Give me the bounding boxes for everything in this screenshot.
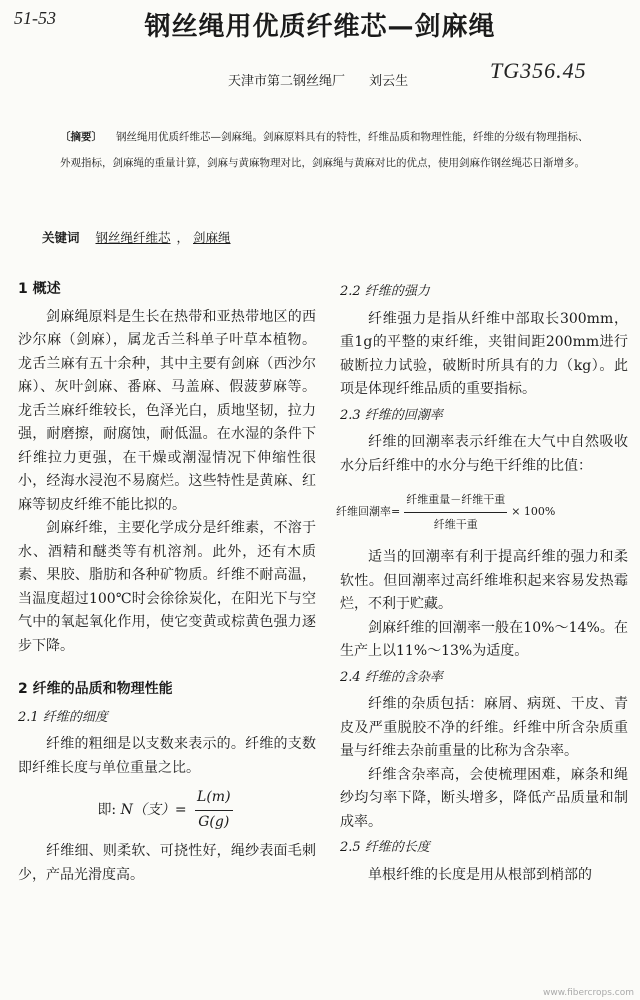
article-title: 钢丝绳用优质纤维芯—剑麻绳: [144, 12, 496, 42]
section-heading-1: 1 概述: [18, 281, 61, 297]
formula-rhs: × 100%: [511, 505, 556, 519]
formula-prefix: 即:: [97, 802, 117, 818]
keyword-item: 剑麻绳: [193, 230, 231, 245]
right-column: [336, 278, 628, 887]
formula-lhs: 纤维回潮率=: [336, 505, 401, 519]
paragraph: 单根纤维的长度是用从根部到梢部的: [368, 866, 592, 883]
abstract-text: 钢丝绳用优质纤维芯—剑麻绳。剑麻原料具有的特性，纤维品质和物理性能，纤维的分级有物理指标、外观指标，剑麻绳的重量计算，剑麻与黄麻物理对比，剑麻绳与黄麻对比的优点，使用剑麻作钢丝绳芯日渐增多。: [60, 131, 589, 169]
paragraph: 剑麻纤维，主要化学成分是纤维素，不溶于水、酒精和醚类等有机溶剂。此外，还有木质素、果胶、脂肪和各种矿物质。纤维不耐高温，当温度超过100℃时会徐徐炭化，在阳光下与空气中的氧起氧化作用，使它变黄或棕黄色强力逐步下降。: [18, 520, 316, 654]
formula-numerator: 纤维重量－纤维干重: [404, 488, 507, 513]
watermark: www.fibercrops.com: [543, 988, 634, 998]
paragraph: 纤维强力是指从纤维中部取长300mm，重1g的平整的束纤维，夹钳间距200mm进行破断拉力试验，破断时所具有的力（kg）。此项是体现纤维品质的重要指标。: [340, 310, 628, 397]
author-name: 刘云生: [369, 74, 409, 89]
byline: [228, 70, 428, 89]
keywords: 关键词 钢丝绳纤维芯 ， 剑麻绳: [42, 230, 231, 245]
left-column: [18, 278, 316, 887]
subsection-heading-2-5: 2.5 纤维的长度: [340, 840, 430, 855]
formula-numerator: L(m): [195, 786, 233, 811]
subsection-heading-2-3: 2.3 纤维的回潮率: [340, 407, 443, 423]
section-heading-2: 2 纤维的品质和物理性能: [18, 681, 173, 697]
handwritten-page-range: 51-53: [14, 8, 56, 28]
formula-fraction: [404, 488, 507, 536]
abstract: [60, 124, 592, 176]
paragraph: 剑麻绳原料是生长在热带和亚热带地区的西沙尔麻（剑麻），属龙舌兰科单子叶草本植物。龙舌兰麻有五十余种，其中主要有剑麻（西沙尔麻）、灰叶剑麻、番麻、马盖麻、假菠萝麻等。龙舌兰麻纤维较长，色泽光白，质地坚韧，拉力强，耐磨擦，耐腐蚀，耐低温。在水湿的条件下纤维拉力更强，在干燥或潮湿情况下伸缩性很小，经海水浸泡不易腐烂。这些特性是黄麻、红麻等韧皮纤维不能比拟的。: [18, 308, 316, 513]
formula-denominator: G(g): [198, 813, 230, 830]
subsection-heading-2-1: 2.1 纤维的细度: [18, 709, 108, 725]
handwritten-call-number: TG356.45: [490, 58, 587, 83]
formula-moisture-regain: [336, 488, 628, 536]
paragraph: 纤维含杂率高，会使梳理困难，麻条和绳纱均匀率下降，断头增多，降低产品质量和制成率。: [340, 766, 628, 830]
paragraph: 适当的回潮率有利于提高纤维的强力和柔软性。但回潮率过高纤维堆积起来容易发热霉烂，不利于贮藏。: [340, 549, 628, 612]
keyword-item: 钢丝绳纤维芯: [95, 230, 171, 245]
formula-fiber-count: [18, 786, 316, 834]
paragraph: 纤维细、则柔软、可挠性好，绳纱表面毛刺少，产品光滑度高。: [18, 843, 316, 883]
formula-fraction: [195, 786, 233, 834]
paragraph: 纤维的回潮率表示纤维在大气中自然吸收水分后纤维中的水分与绝干纤维的比值：: [340, 434, 628, 474]
subsection-heading-2-4: 2.4 纤维的含杂率: [340, 669, 443, 685]
formula-denominator: 纤维干重: [433, 517, 478, 531]
paragraph: 纤维的粗细是以支数来表示的。纤维的支数即纤维长度与单位重量之比。: [18, 736, 316, 776]
subsection-heading-2-2: 2.2 纤维的强力: [340, 284, 430, 299]
keywords-label: 关键词: [42, 230, 80, 245]
abstract-label: 〔摘要〕: [60, 131, 102, 143]
formula-lhs: N（支）=: [120, 802, 187, 818]
paragraph: 纤维的杂质包括：麻屑、病斑、干皮、青皮及严重脱胶不净的纤维。纤维中所含杂质重量与纤维去杂前重量的比称为含杂率。: [340, 696, 628, 759]
paragraph: 剑麻纤维的回潮率一般在10%～14%。在生产上以11%～13%为适度。: [340, 619, 628, 659]
author-affiliation: 天津市第二钢丝绳厂: [228, 74, 346, 89]
